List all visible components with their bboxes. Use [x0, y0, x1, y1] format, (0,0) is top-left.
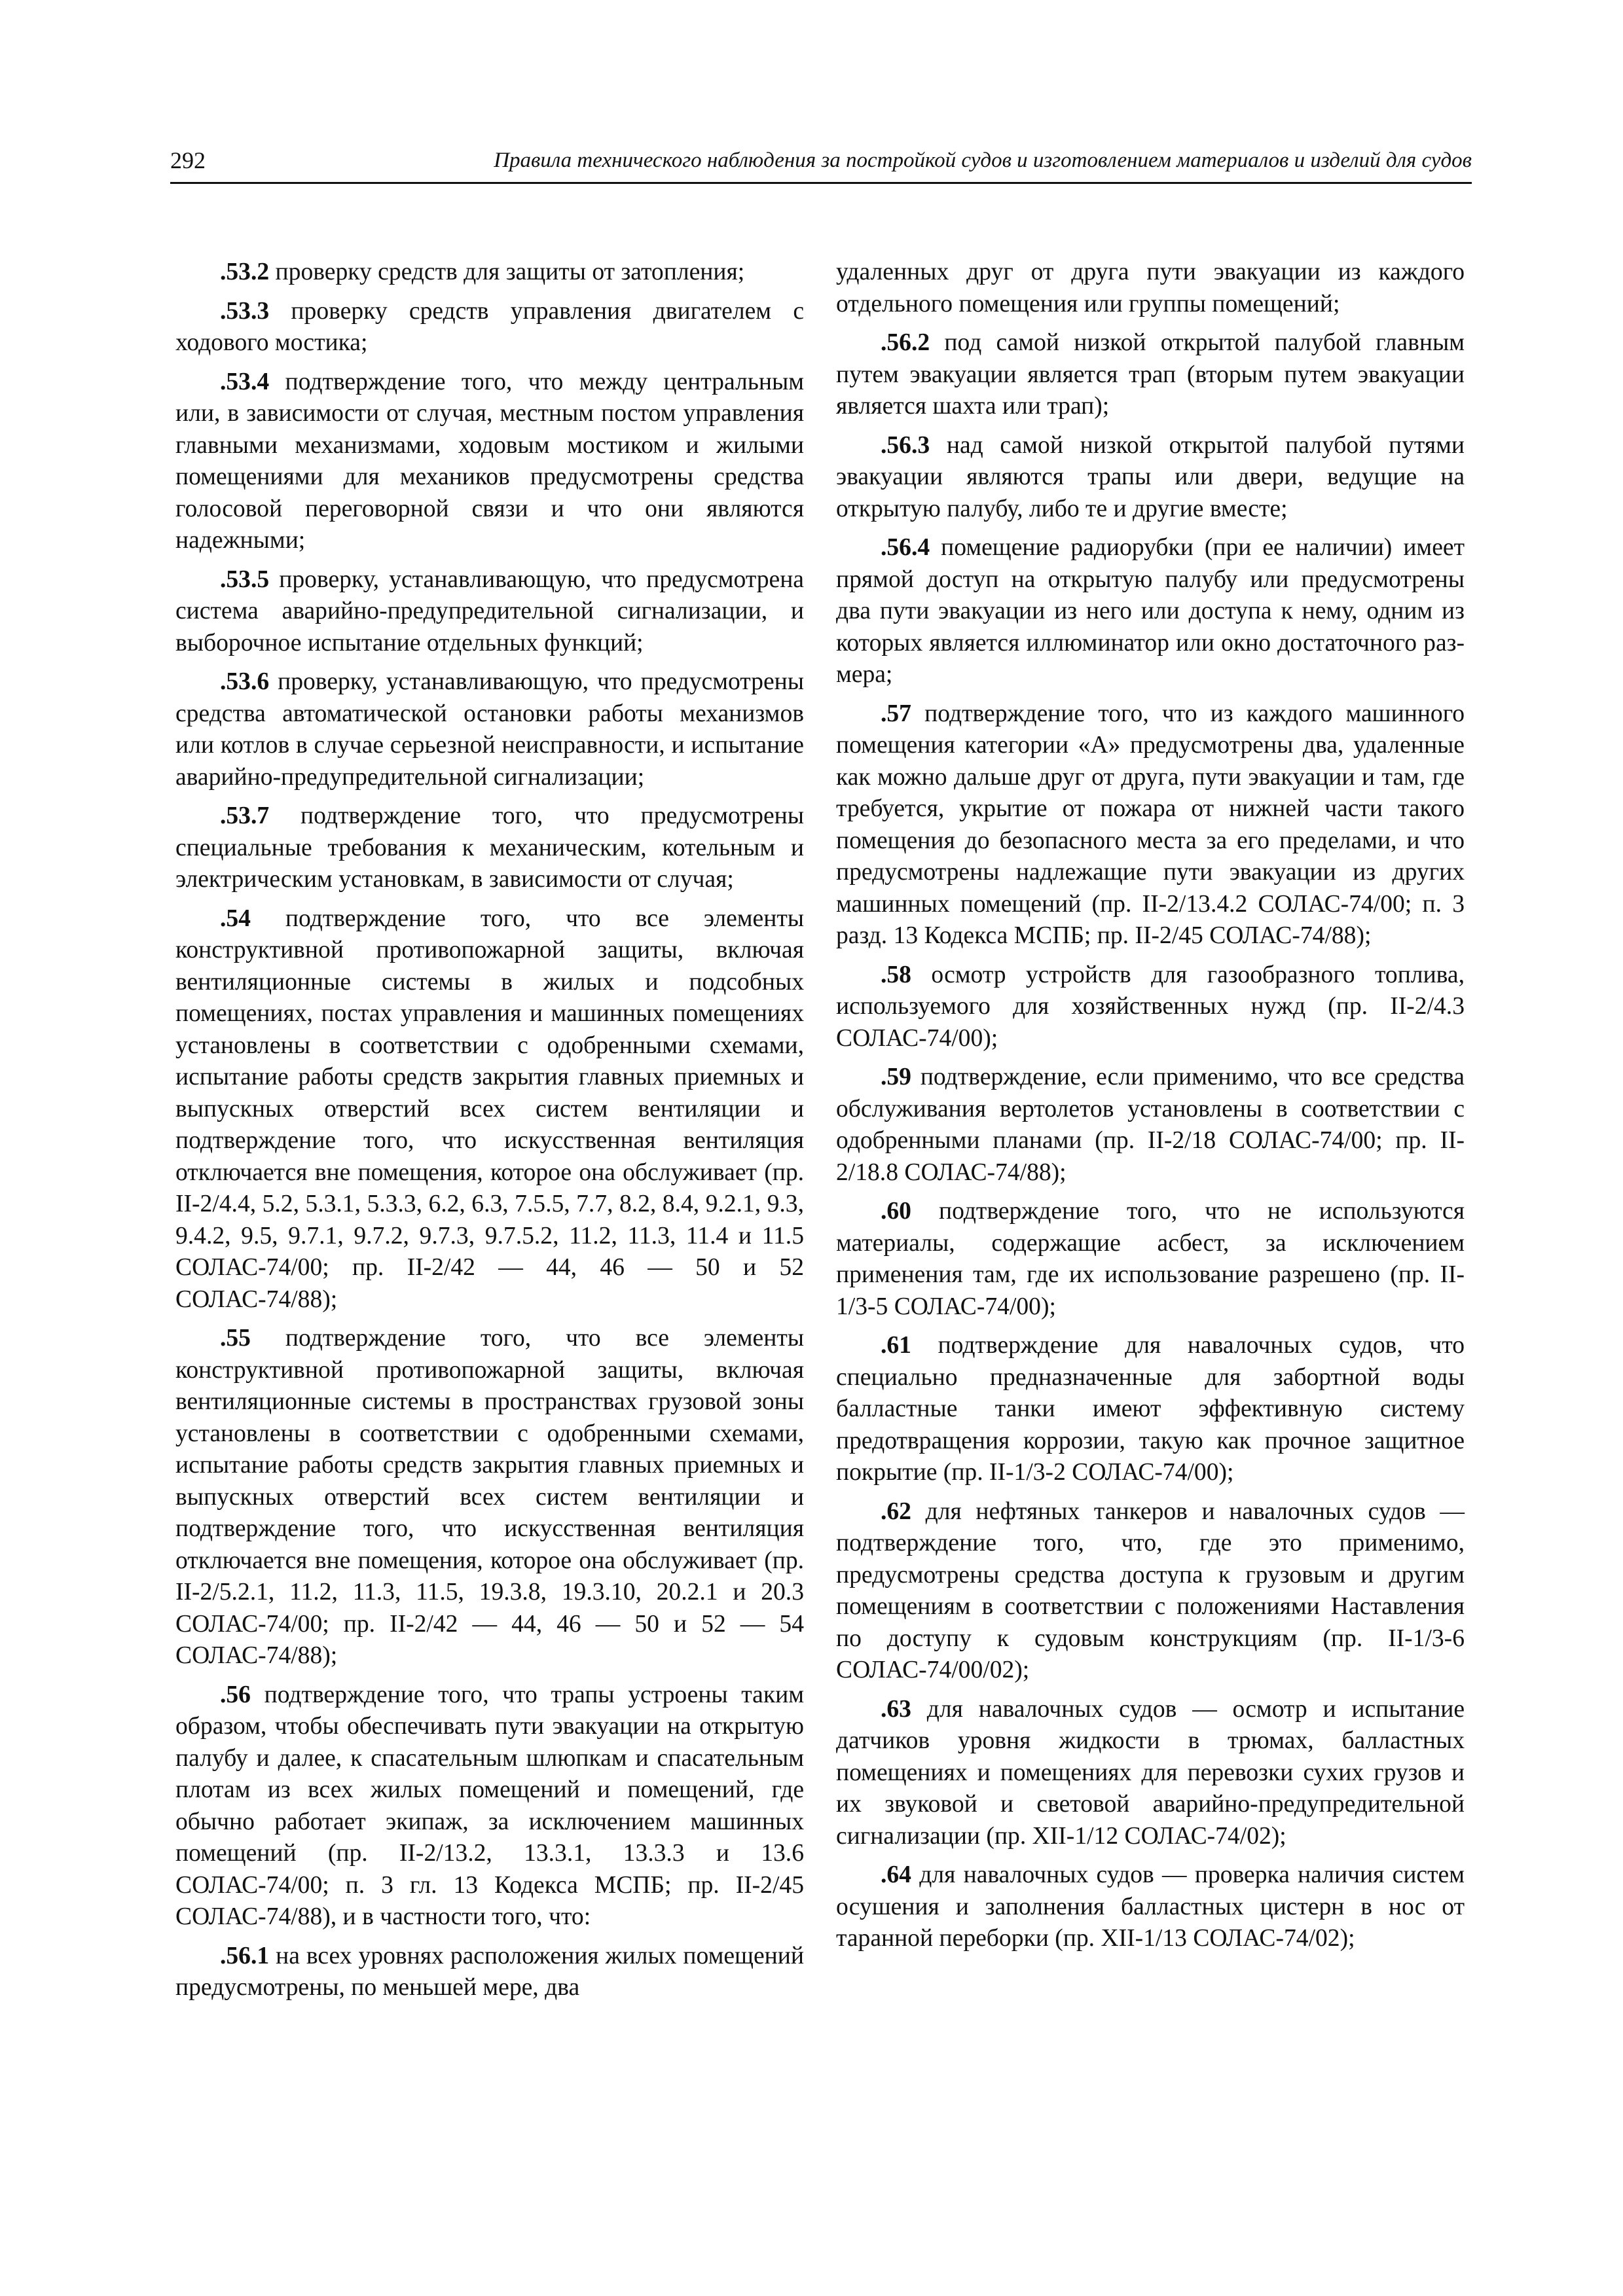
clause-text: подтверждение того, что между центральным или, в зависимости от случая, местным постом управления главными механизмами, ходовым мостиком и жилыми помещениями для механиков предусмотрены средства голосовой переговорной связи и что они являются надежными; — [175, 368, 804, 554]
clause-number: .56.2 — [881, 329, 930, 356]
clause-text: для навалочных судов — проверка наличия систем осушения и заполнения балластных цистерн в нос от таранной переборки (пр. XII-1/13 СОЛАС-74/02); — [836, 1861, 1465, 1952]
clause-text: проверку средств для защиты от затопления; — [269, 259, 745, 285]
running-title: Правила технического наблюдения за постройкой судов и изготовлением материалов и изделий для судов — [494, 149, 1472, 172]
clause-number: .53.5 — [220, 565, 270, 593]
clause-number: .56.4 — [881, 534, 930, 561]
clause-number: .53.3 — [220, 297, 270, 325]
clause-text: подтверждение того, что из каждого машинного помещения категории «А» предусмотрены два, удаленные как можно дальше друг от друга, пути эвакуации и там, где требуется, укрытие от пожара от нижней части такого помещения до безопасного места за его пределами, и что предусмотрены надлежащие пути эвакуации из других машинных помещений (пр. II-2/13.4.2 СОЛАС-74/00; п. 3 разд. 13 Кодекса МСПБ; пр. II-2/45 СОЛАС-74/88); — [836, 700, 1465, 949]
paragraph — [175, 903, 804, 1316]
paragraph — [175, 367, 804, 557]
clause-text: над самой низкой открытой палубой путями эвакуации являются трапы или двери, ведущие на открытую палубу, либо те и другие вместе; — [836, 431, 1465, 522]
paragraph — [836, 327, 1465, 423]
clause-text: на всех уровнях расположения жилых помещений предусмотрены, по меньшей мере, два — [175, 1942, 804, 2001]
paragraph — [175, 1941, 804, 2004]
paragraph — [175, 666, 804, 793]
paragraph — [836, 960, 1465, 1055]
clause-text: проверку средств управления двигателем с ходового мостика; — [175, 297, 804, 356]
clause-text: подтверждение того, что не используются материалы, содержащие асбест, за исключением применения там, где их использование разрешено (пр. II-1/3-5 СОЛАС-74/00); — [836, 1198, 1465, 1320]
clause-number: .63 — [881, 1695, 911, 1723]
paragraph — [175, 800, 804, 896]
clause-text: помещение радиорубки (при ее наличии) имеет прямой доступ на открытую палубу или предусмотрены два пути эвакуации из него или доступа к нему, одним из которых является иллюминатор или окно достаточного размера; — [836, 534, 1465, 688]
page-header — [170, 145, 1472, 184]
clause-text: для навалочных судов — осмотр и испытание датчиков уровня жидкости в трюмах, балластных помещениях и помещениях для перевозки сухих грузов и их звуковой и световой аварийно-предупредительной сигнализации (пр. XII-1/12 СОЛАС-74/02); — [836, 1695, 1465, 1850]
clause-number: .55 — [220, 1325, 251, 1352]
clause-number: .60 — [881, 1198, 911, 1225]
clause-number: .61 — [881, 1332, 911, 1359]
clause-number: .53.4 — [220, 368, 270, 395]
clause-number: .58 — [881, 961, 911, 988]
clause-text: проверку, устанавливающую, что предусмотрены средства автоматической остановки работы механизмов или котлов в случае серьезной неисправности, и испытание аварийно-предупредительной сигнализации; — [175, 668, 804, 791]
clause-number: .53.6 — [220, 668, 270, 695]
clause-number: .62 — [881, 1498, 911, 1525]
clause-text: подтверждение того, что все элементы конструктивной противопожарной защиты, включая вентиляционные системы в жилых и подсобных помещениях, постах управления и машинных помещениях установлены в соответствии с одобренными схемами, испытание работы средств закрытия главных приемных и выпускных отверстий всех систем вентиляции и подтверждение того, что искусственная вентиляция отключается вне помещения, которое она обслуживает (пр. II-2/4.4, 5.2, 5.3.1, 5.3.3, 6.2, 6.3, 7.5.5, 7.7, 8.2, 8.4, 9.2.1, 9.3, 9.4.2, 9.5, 9.7.1, 9.7.2, 9.7.3, 9.7.5.2, 11.2, 11.3, 11.4 и 11.5 СОЛАС-74/00; пр. II-2/42 — 44, 46 — 50 и 52 СОЛАС-74/88); — [175, 905, 804, 1313]
paragraph — [175, 564, 804, 660]
clause-number: .56 — [220, 1681, 251, 1708]
clause-text: подтверждение того, что трапы устроены таким образом, чтобы обеспечивать пути эвакуации на открытую палубу и далее, к спасательным шлюпкам и спасательным плотам из всех жилых помещений и помещений, где обычно работает экипаж, за исключением машинных помещений (пр. II-2/13.2, 13.3.1, 13.3.3 и 13.6 СОЛАС-74/00; п. 3 гл. 13 Кодекса МСПБ; пр. II-2/45 СОЛАС-74/88), и в частности того, что: — [175, 1681, 804, 1930]
clause-number: .53.2 — [220, 259, 270, 285]
paragraph — [175, 257, 804, 289]
paragraph — [836, 430, 1465, 526]
clause-number: .56.1 — [220, 1942, 270, 1969]
paragraph — [836, 532, 1465, 691]
clause-text: удаленных друг от друга пути эвакуации из каждого отдельного помещения или группы помещений; — [836, 259, 1465, 317]
clause-text: подтверждение того, что предусмотрены специальные требования к механическим, котельным и электрическим установкам, в зависимости от случая; — [175, 802, 804, 893]
clause-number: .59 — [881, 1064, 911, 1090]
paragraph — [175, 1679, 804, 1933]
clause-number: .57 — [881, 700, 911, 727]
paragraph — [836, 257, 1465, 320]
paragraph — [836, 1196, 1465, 1323]
clause-number: .64 — [881, 1861, 911, 1888]
paragraph — [175, 1323, 804, 1672]
left-column — [175, 257, 804, 2011]
clause-number: .53.7 — [220, 802, 270, 829]
clause-text: под самой низкой открытой палубой главным путем эвакуации является трап (вторым путем эвакуации является шахта или трап); — [836, 329, 1465, 420]
page-number: 292 — [170, 147, 206, 173]
paragraph — [836, 1330, 1465, 1489]
clause-text: проверку, устанавливающую, что предусмотрена система аварийно-предупредительной сигнализации, и выборочное испытание отдельных функций; — [175, 565, 804, 656]
paragraph — [836, 698, 1465, 952]
paragraph — [836, 1694, 1465, 1853]
clause-text: подтверждение того, что все элементы конструктивной противопожарной защиты, включая вентиляционные системы в пространствах грузовой зоны установлены в соответствии с одобренными схемами, испытание работы средств закрытия главных приемных и выпускных отверстий всех систем вентиляции и подтверждение того, что искусственная вентиляция отключается вне помещения, которое она обслуживает (пр. II-2/5.2.1, 11.2, 11.3, 11.5, 19.3.8, 19.3.10, 20.2.1 и 20.3 СОЛАС-74/00; пр. II-2/42 — 44, 46 — 50 и 52 — 54 СОЛАС-74/88); — [175, 1325, 804, 1669]
paragraph — [836, 1859, 1465, 1955]
clause-text: для нефтяных танкеров и навалочных судов — подтверждение того, что, где это применимо, предусмотрены средства доступа к грузовым и другим помещениям в соответствии с положениями Наставления по доступу к судовым конструкциям (пр. II-1/3-6 СОЛАС-74/00/02); — [836, 1498, 1465, 1683]
paragraph — [175, 296, 804, 359]
paragraph — [836, 1062, 1465, 1189]
paragraph — [836, 1496, 1465, 1687]
clause-text: осмотр устройств для газообразного топлива, используемого для хозяйственных нужд (пр. II-2/4.3 СОЛАС-74/00); — [836, 961, 1465, 1052]
right-column — [836, 257, 1465, 1962]
clause-text: подтверждение, если применимо, что все средства обслуживания вертолетов установлены в соответствии с одобренными планами (пр. II-2/18 СОЛАС-74/00; пр. II-2/18.8 СОЛАС-74/88); — [836, 1064, 1465, 1186]
clause-number: .56.3 — [881, 431, 930, 459]
clause-text: подтверждение для навалочных судов, что специально предназначенные для забортной воды балластные танки имеют эффективную систему предотвращения коррозии, такую как прочное защитное покрытие (пр. II-1/3-2 СОЛАС-74/00); — [836, 1332, 1465, 1486]
clause-number: .54 — [220, 905, 251, 932]
